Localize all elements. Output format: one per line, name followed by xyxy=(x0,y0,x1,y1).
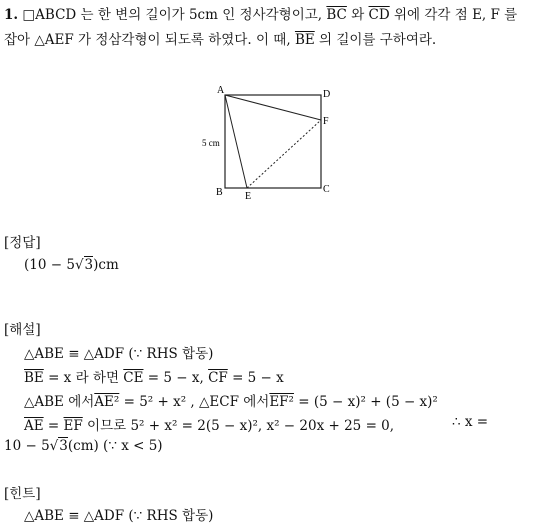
explanation-line-5: 10 − 5√3(cm) (∵ x < 5) xyxy=(4,438,163,454)
side-length-label: 5 cm xyxy=(202,138,220,148)
segment-cd: $\overline{CD}$ xyxy=(368,7,390,23)
explanation-line-3: △ABE 에서AE² = 5² + x² , △ECF 에서EF² = (5 − x)² + (5 − x)² xyxy=(24,394,438,410)
label-b: B xyxy=(216,187,223,198)
explanation-tag: [해설] xyxy=(4,322,41,338)
problem-text-3: 위에 각각 점 E, F 를 잡아 △AEF 가 정삼각형이 되도록 하였다. 이 때, xyxy=(4,7,518,48)
problem-text-2: 와 xyxy=(351,7,365,23)
hint-line-1: △ABE ≡ △ADF (∵ RHS 합동) xyxy=(24,508,214,524)
hint-tag: [힌트] xyxy=(4,486,41,502)
explanation-line-1: △ABE ≡ △ADF (∵ RHS 합동) xyxy=(24,346,214,362)
explanation-line-2: $\overline{BE} = x$ 라 하면 $\overline{CE} = 5 - x$, $\overline{CF} = 5 - x$ xyxy=(24,370,284,386)
answer-value: (10 − 5√3)cm xyxy=(24,257,119,273)
problem-statement xyxy=(4,3,531,53)
segment-ef xyxy=(247,120,321,188)
answer-tag: [정답] xyxy=(4,235,41,251)
explanation-line-4: $\overline{AE} = \overline{EF}$ 이므로 5² + x² = 2(5 − x)², x² − 20x + 25 = 0, xyxy=(24,418,395,434)
problem-text-4: 의 길이를 구하여라. xyxy=(319,32,437,48)
segment-be: $\overline{BE}$ xyxy=(294,32,315,48)
problem-number: 1. xyxy=(4,7,19,23)
label-a: A xyxy=(217,85,225,96)
problem-text-1: □ABCD 는 한 변의 길이가 5cm 인 정사각형이고, xyxy=(22,7,323,23)
label-c: C xyxy=(323,184,330,195)
segment-bc: $\overline{BC}$ xyxy=(326,7,347,23)
label-e: E xyxy=(245,191,252,202)
square-figure xyxy=(198,81,338,203)
square-abcd xyxy=(225,95,321,188)
segment-ae xyxy=(225,95,247,188)
label-f: F xyxy=(323,116,329,127)
segment-af xyxy=(225,95,321,120)
explanation-therefore: ∴ x = xyxy=(452,414,489,430)
label-d: D xyxy=(323,89,331,100)
